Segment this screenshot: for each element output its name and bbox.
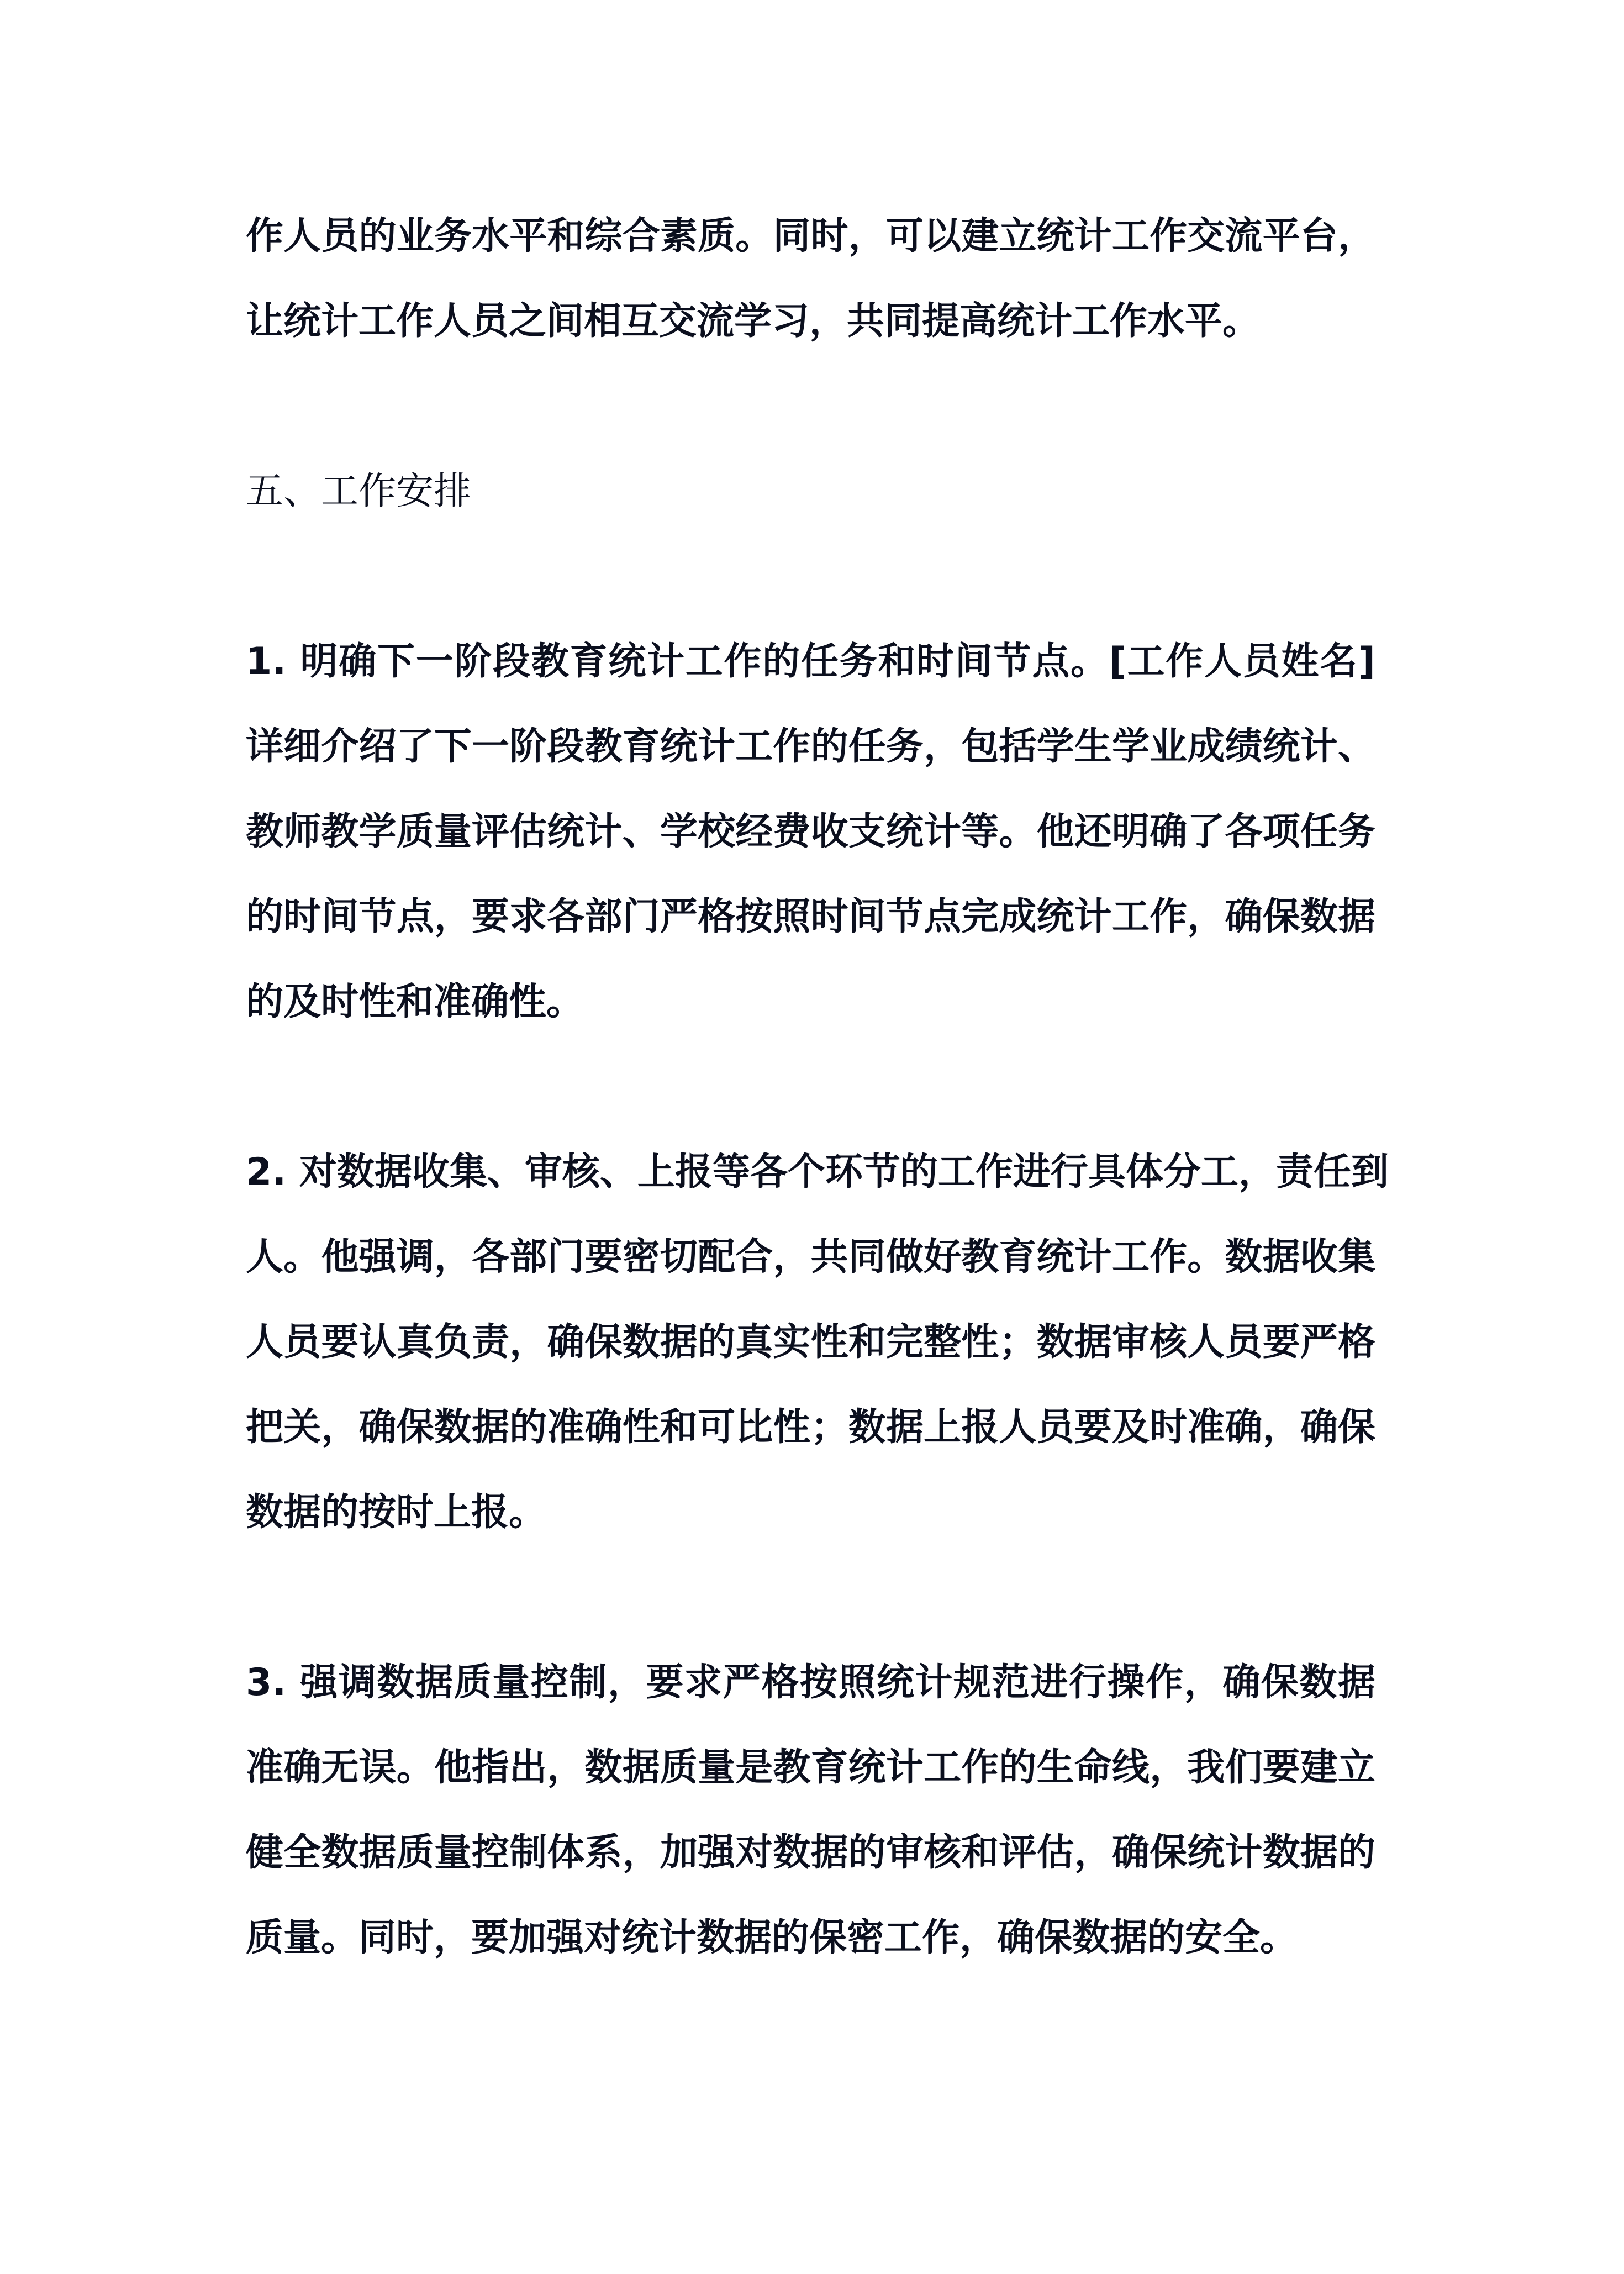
paragraph-line: 人。他强调，各部门要密切配合，共同做好教育统计工作。数据收集: [246, 1235, 1375, 1279]
list-item-3: [246, 1640, 1375, 1981]
paragraph-line: 的时间节点，要求各部门严格按照时间节点完成统计工作，确保数据: [246, 895, 1375, 939]
paragraph-line: 把关，确保数据的准确性和可比性；数据上报人员要及时准确，确保: [246, 1406, 1375, 1449]
paragraph-line: 教师教学质量评估统计、学校经费收支统计等。他还明确了各项任务: [246, 810, 1375, 854]
section-heading-text: 五、工作安排: [246, 470, 472, 513]
paragraph-line: 数据的按时上报。: [246, 1491, 547, 1534]
paragraph-line: 人员要认真负责，确保数据的真实性和完整性；数据审核人员要严格: [246, 1320, 1375, 1364]
paragraph-line: 健全数据质量控制体系，加强对数据的审核和评估，确保统计数据的: [246, 1831, 1375, 1875]
paragraph-line: 1. 明确下一阶段教育统计工作的任务和时间节点。[工作人员姓名]: [246, 640, 1375, 683]
paragraph-line: 让统计工作人员之间相互交流学习，共同提高统计工作水平。: [246, 299, 1261, 343]
section-heading: [246, 449, 1375, 534]
list-item-1: [246, 619, 1375, 1045]
intro-paragraph: [246, 194, 1375, 364]
paragraph-line: 的及时性和准确性。: [246, 980, 584, 1024]
list-item-2: [246, 1130, 1389, 1555]
paragraph-line: 准确无误。他指出，数据质量是教育统计工作的生命线，我们要建立: [246, 1746, 1375, 1789]
paragraph-line: 3. 强调数据质量控制，要求严格按照统计规范进行操作，确保数据: [246, 1661, 1375, 1704]
document-body: [246, 194, 1389, 2066]
paragraph-line: 详细介绍了下一阶段教育统计工作的任务，包括学生学业成绩统计、: [246, 725, 1375, 768]
paragraph-line: 2. 对数据收集、审核、上报等各个环节的工作进行具体分工，责任到: [246, 1150, 1389, 1194]
paragraph-line: 质量。同时，要加强对统计数据的保密工作，确保数据的安全。: [246, 1916, 1298, 1960]
paragraph-line: 作人员的业务水平和综合素质。同时，可以建立统计工作交流平台，: [246, 214, 1375, 258]
